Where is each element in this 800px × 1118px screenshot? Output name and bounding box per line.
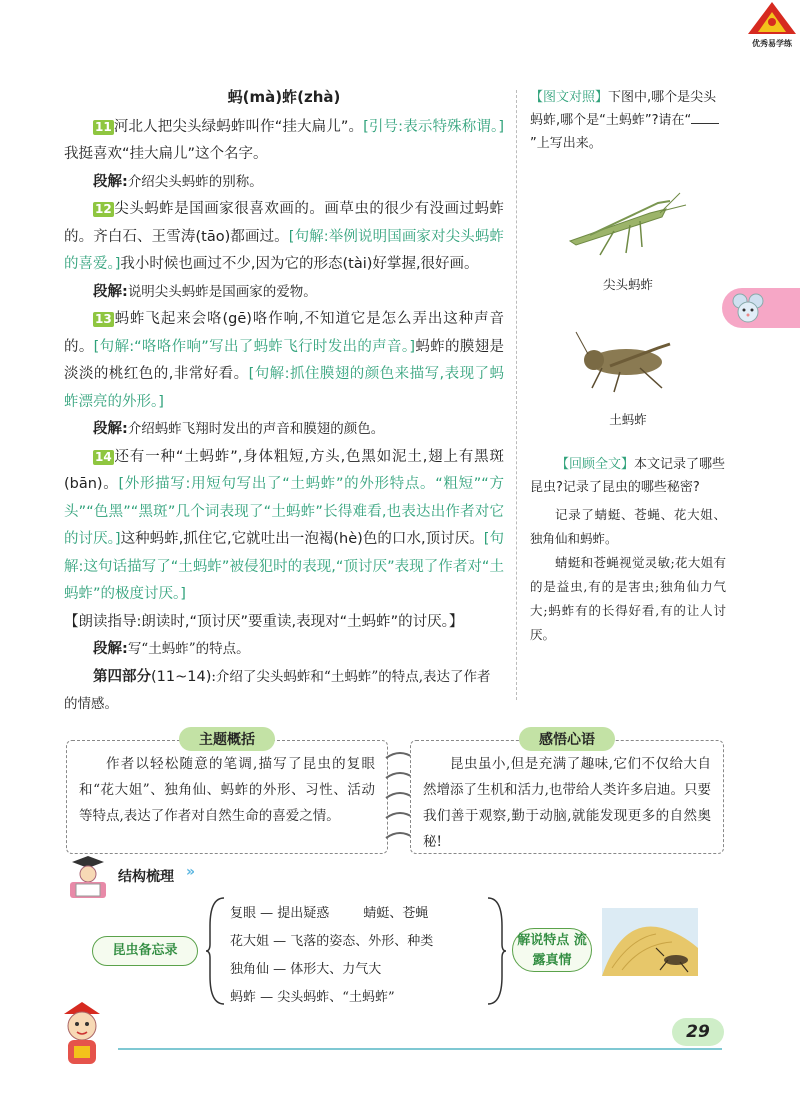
box-text: 作者以轻松随意的笔调,描写了昆虫的复眼和“花大姐”、独角仙、蚂蚱的外形、习性、活动等特点,表达了作者对自然生命的喜爱之情。 bbox=[79, 756, 375, 824]
column-divider bbox=[516, 90, 517, 700]
section-tab bbox=[722, 288, 800, 328]
page-number: 29 bbox=[672, 1018, 724, 1046]
reading-student-icon bbox=[64, 856, 114, 900]
answer-text: 蜻蜓和苍蝇视觉灵敏;花大姐有的是益虫,有的是害虫;独角仙力气大;蚂蚱有的长得好看,有的让人讨厌。 bbox=[530, 555, 726, 642]
paragraph-14: 14 还有一种“土蚂蚱”,身体粗短,方头,色黑如泥土,翅上有黑斑(bān)。[外形描写:用短句写出了“土蚂蚱”的外形特点。“粗短”“方头”“色黑”“黑斑”几个词表现了“土蚂蚱”长得难看,也表达出作者对它的讨厌。]这种蚂蚱,抓住它,它就吐出一泡褐(hè)色的口水,顶讨厌。[句解:这句话描写了“土蚂蚱”被侵犯时的表现,“顶讨厌”表现了作者对“土蚂蚱”的极度讨厌。] bbox=[64, 448, 505, 602]
paragraph-analysis: 段解:介绍蚂蚱飞翔时发出的声音和膜翅的颜色。 bbox=[93, 421, 385, 437]
answer-blank[interactable] bbox=[691, 109, 719, 124]
main-text bbox=[64, 84, 504, 719]
picture-question: 【图文对照】下图中,哪个是尖头蚂蚱,哪个是“土蚂蚱”?请在“”上写出来。 bbox=[530, 86, 726, 155]
paragraph-11: 11 河北人把尖头绿蚂蚱叫作“挂大扁儿”。[引号:表示特殊称谓。]我挺喜欢“挂大扁儿”这个名字。 bbox=[64, 118, 504, 162]
feeling-box bbox=[410, 732, 724, 854]
part-summary: 第四部分(11~14):介绍了尖头蚂蚱和“土蚂蚱”的特点,表达了作者的情感。 bbox=[64, 668, 491, 712]
annotation: [句解:这句话描写了“土蚂蚱”被侵犯时的表现,“顶讨厌”表现了作者对“土蚂蚱”的极度讨厌。] bbox=[64, 531, 504, 602]
annotation: [句解:抓住膜翅的颜色来描写,表现了蚂蚱漂亮的外形。] bbox=[64, 366, 504, 410]
logo-text: 优秀易学练 bbox=[752, 39, 792, 48]
para-number: 12 bbox=[95, 202, 112, 216]
soil-grasshopper-image bbox=[530, 318, 726, 408]
annotation: [引号:表示特殊称谓。] bbox=[363, 118, 504, 135]
box-heading: 主题概括 bbox=[179, 727, 275, 751]
theme-summary-box bbox=[66, 732, 388, 854]
side-notes bbox=[530, 86, 726, 647]
structure-row: 复眼 — 提出疑惑 蜻蜓、苍蝇 bbox=[230, 906, 429, 921]
footer-line bbox=[118, 1048, 722, 1050]
mascot-icon bbox=[52, 1000, 112, 1070]
para-number: 11 bbox=[95, 119, 112, 134]
paragraph-analysis: 段解:介绍尖头蚂蚱的别称。 bbox=[93, 173, 263, 190]
paragraph-analysis: 段解:说明尖头蚂蚱是国画家的爱物。 bbox=[93, 283, 317, 300]
para-number: 13 bbox=[95, 312, 112, 326]
box-text: 昆虫虽小,但是充满了趣味,它们不仅给大自然增添了生机和活力,也带给人类许多启迪。只要我们善于观察,勤于动脑,就能发现更多的自然奥秘! bbox=[423, 756, 711, 850]
bracket-icon bbox=[206, 896, 226, 1006]
paragraph-13: 13 蚂蚱飞起来会咯(gē)咯作响,不知道它是怎么弄出这种声音的。[句解:“咯咯作响”写出了蚂蚱飞行时发出的声音。]蚂蚱的膜翅是淡淡的桃红色的,非常好看。[句解:抓住膜翅的颜色来描写,表现了蚂蚱漂亮的外形。] bbox=[64, 311, 505, 410]
logo-triangle-icon bbox=[744, 0, 800, 36]
logo bbox=[744, 0, 800, 48]
mouse-icon bbox=[728, 288, 768, 328]
structure-title: 结构梳理 bbox=[118, 869, 174, 885]
structure-row: 独角仙 — 体形大、力气大 bbox=[230, 962, 382, 977]
page-title: 蚂(mà)蚱(zhà) bbox=[227, 88, 341, 106]
annotation: [句解:举例说明国画家对尖头蚂蚱的喜爱。] bbox=[64, 228, 504, 272]
annotation: [句解:“咯咯作响”写出了蚂蚱飞行时发出的声音。] bbox=[93, 338, 416, 355]
pointed-head-grasshopper-image bbox=[530, 173, 726, 273]
para-number: 14 bbox=[95, 449, 112, 464]
grasshopper-straw-image bbox=[602, 908, 698, 976]
paragraph-analysis: 段解:写“土蚂蚱”的特点。 bbox=[93, 641, 250, 657]
image-caption: 土蚂蚱 bbox=[609, 412, 647, 427]
answer-text: 记录了蜻蜓、苍蝇、花大姐、独角仙和蚂蚱。 bbox=[530, 507, 726, 546]
paragraph-12: 12 尖头蚂蚱是国画家很喜欢画的。画草虫的很少有没画过蚂蚱的。齐白石、王雪涛(tāo)都画过。[句解:举例说明国画家对尖头蚂蚱的喜爱。]我小时候也画过不少,因为它的形态(tài)好掌握,很好画。 bbox=[64, 201, 504, 272]
image-caption: 尖头蚂蚱 bbox=[602, 277, 653, 292]
annotation: [外形描写:用短句写出了“土蚂蚱”的外形特点。“粗短”“方头”“色黑”“黑斑”几个词表现了“土蚂蚱”长得难看,也表达出作者对它的讨厌。] bbox=[64, 476, 505, 547]
insect-memo-oval: 昆虫备忘录 bbox=[92, 936, 198, 966]
explain-features-oval: 解说特点 流露真情 bbox=[512, 928, 592, 972]
structure-row: 蚂蚱 — 尖头蚂蚱、“土蚂蚱” bbox=[230, 990, 395, 1005]
structure-row: 花大姐 — 飞落的姿态、外形、种类 bbox=[230, 934, 434, 949]
reading-guide: 【朗读指导:朗读时,“顶讨厌”要重读,表现对“土蚂蚱”的讨厌。】 bbox=[64, 613, 464, 630]
box-heading: 感悟心语 bbox=[519, 727, 615, 751]
bracket-icon bbox=[486, 896, 506, 1006]
chevron-right-icon: » bbox=[186, 864, 196, 880]
review-question: 【回顾全文】本文记录了哪些昆虫?记录了昆虫的哪些秘密? bbox=[530, 457, 726, 495]
